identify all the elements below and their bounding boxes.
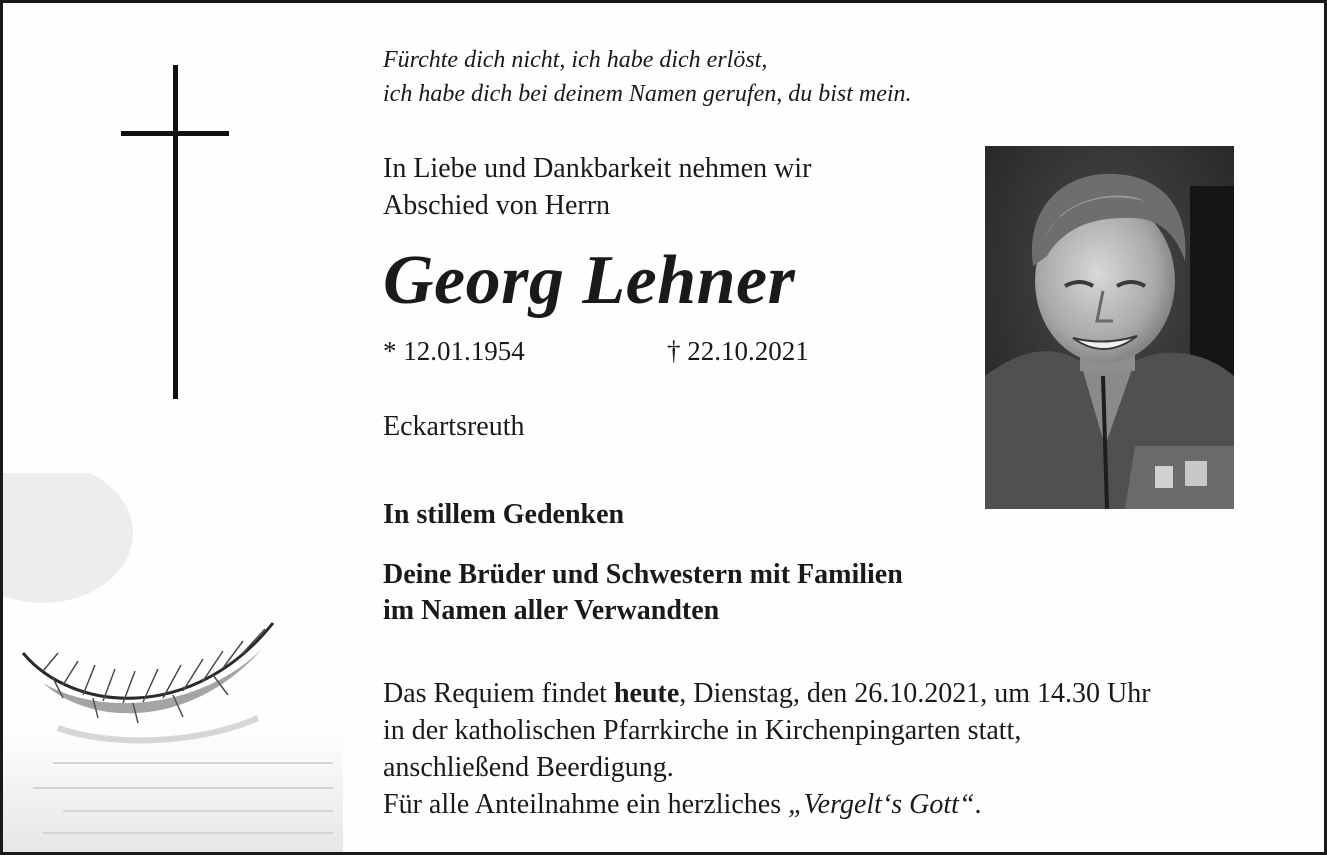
thanks-text: Für alle Anteilnahme ein herzliches xyxy=(383,789,789,820)
requiem-notice xyxy=(383,675,1313,823)
requiem-line-2: in der katholischen Pfarrkirche in Kirchenpingarten statt, xyxy=(383,715,1022,746)
verse-line-1: Fürchte dich nicht, ich habe dich erlöst, xyxy=(383,47,768,73)
requiem-text: Das Requiem findet xyxy=(383,678,614,709)
remembrance-heading: In stillem Gedenken xyxy=(383,499,625,530)
mourners xyxy=(383,557,903,629)
mourners-line-1: Deine Brüder und Schwestern mit Familien xyxy=(383,559,903,590)
deceased-name: Georg Lehner xyxy=(383,242,796,319)
thanks-end: . xyxy=(974,789,982,820)
requiem-date: , Dienstag, den 26.10.2021, um 14.30 Uhr xyxy=(679,678,1151,709)
death-date: † 22.10.2021 xyxy=(667,336,809,366)
intro-line-2: Abschied von Herrn xyxy=(383,190,611,221)
cross-icon xyxy=(121,65,231,399)
requiem-line-3: anschließend Beerdigung. xyxy=(383,752,674,783)
intro-line-1: In Liebe und Dankbarkeit nehmen wir xyxy=(383,153,812,184)
birth-date: * 12.01.1954 xyxy=(383,336,525,366)
portrait-photo xyxy=(985,146,1234,509)
verse-line-2: ich habe dich bei deinem Namen gerufen, du bist mein. xyxy=(383,81,912,107)
requiem-line-4 xyxy=(383,786,1313,823)
mourners-line-2: im Namen aller Verwandten xyxy=(383,595,720,626)
hometown: Eckartsreuth xyxy=(383,411,525,442)
thanks-phrase: „Vergelt‘s Gott“ xyxy=(788,789,975,820)
requiem-today: heute xyxy=(613,678,680,709)
feather-icon xyxy=(3,473,343,853)
bible-verse xyxy=(383,43,912,111)
requiem-line-1 xyxy=(383,675,1313,712)
intro-text xyxy=(383,150,811,224)
